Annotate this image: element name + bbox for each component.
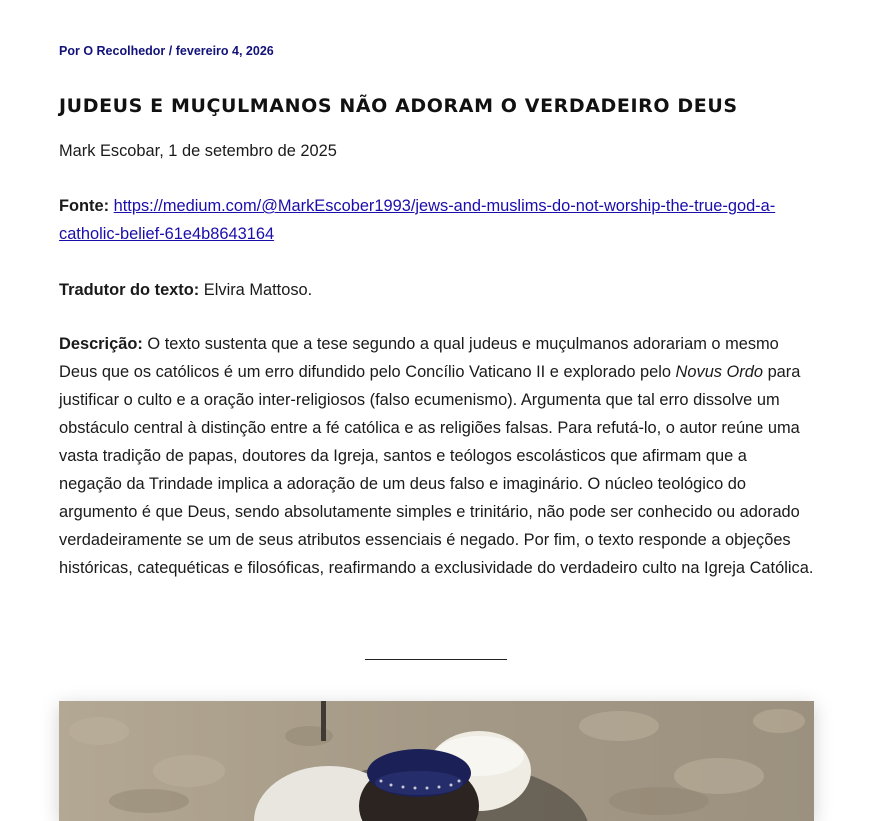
article-image	[59, 701, 814, 821]
translator-name: Elvira Mattoso.	[203, 281, 313, 299]
author-link[interactable]: O Recolhedor	[83, 44, 166, 58]
post-byline	[59, 44, 274, 58]
article-author-line: Mark Escobar, 1 de setembro de 2025	[59, 142, 337, 160]
source-url-part1: https://medium.com/@MarkEscober1993/jews-and-muslims-do-not-worship-the-true-god-a-	[113, 197, 776, 215]
source-link[interactable]	[59, 197, 775, 243]
byline-prefix: Por	[59, 44, 80, 58]
translator-paragraph	[59, 276, 814, 304]
description-label: Descrição:	[59, 335, 143, 353]
description-italic-term: Novus Ordo	[675, 363, 763, 381]
byline-separator: /	[168, 44, 173, 58]
article-title: JUDEUS E MUÇULMANOS NÃO ADORAM O VERDADEIRO DEUS	[59, 95, 738, 117]
source-paragraph	[59, 192, 819, 248]
description-paragraph	[59, 330, 814, 582]
translator-label: Tradutor do texto:	[59, 281, 200, 299]
section-divider	[365, 659, 507, 660]
article-image-drawing	[59, 701, 814, 821]
source-url-part2: catholic-belief-61e4b8643164	[59, 225, 275, 243]
date-link[interactable]: fevereiro 4, 2026	[175, 44, 274, 58]
description-text-2: para justificar o culto e a oração inter-religiosos (falso ecumenismo). Argumenta que tal erro dissolve um obstáculo central à distinção entre a fé católica e as religiões falsas. Para refutá-lo, o autor reúne uma vasta tradição de papas, doutores da Igreja, santos e teólogos escolásticos que afirmam que a negação da Trindade implica a adoração de um deus falso e imaginário. O núcleo teológico do argumento é que Deus, sendo absolutamente simples e trinitário, não pode ser conhecido ou adorado verdadeiramente se um de seus atributos essenciais é negado. Por fim, o texto responde a objeções históricas, catequéticas e filosóficas, reafirmando a exclusividade do verdadeiro culto na Igreja Católica.	[59, 363, 814, 577]
source-label: Fonte:	[59, 197, 110, 215]
description-text-1: O texto sustenta que a tese segundo a qual judeus e muçulmanos adorariam o mesmo Deus que os católicos é um erro difundido pelo Concílio Vaticano II e explorado pelo	[59, 335, 779, 381]
